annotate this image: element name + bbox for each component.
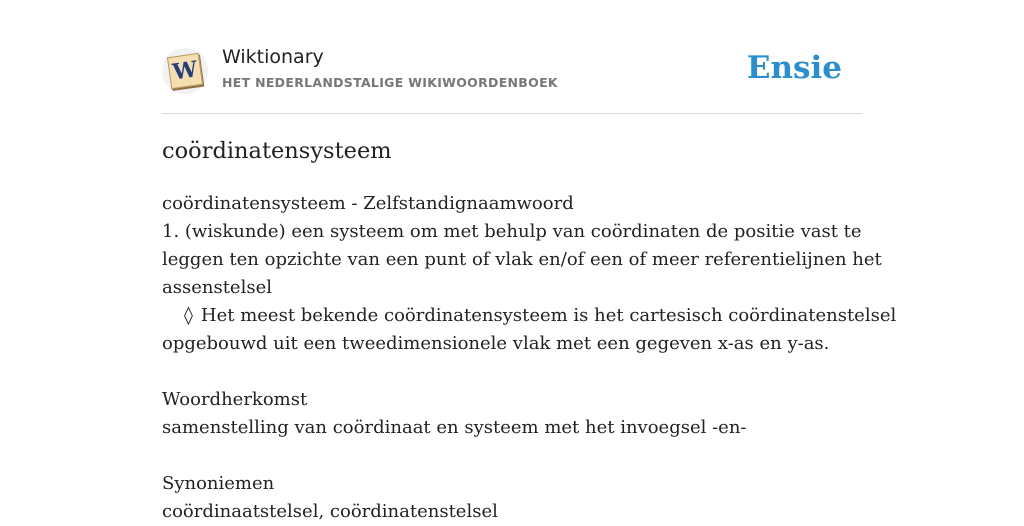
- definition-line: leggen ten opzichte van een punt of vlak en/of een of meer referentielijnen het: [162, 249, 882, 270]
- definition-line: 1. (wiskunde) een systeem om met behulp van coördinaten de positie vast te: [162, 221, 862, 242]
- synonyms-label: Synoniemen: [162, 473, 275, 494]
- example-line: opgebouwd uit een tweedimensionele vlak met een gegeven x-as en y-as.: [162, 333, 830, 354]
- site-header: [162, 44, 862, 96]
- logo-tile-icon: [167, 53, 203, 89]
- definition-line: assenstelsel: [162, 277, 272, 298]
- etymology-text: samenstelling van coördinaat en systeem met het invoegsel -en-: [162, 417, 747, 438]
- example-text: Het meest bekende coördinatensysteem is het cartesisch coördinatenstelsel: [200, 305, 897, 326]
- wiktionary-logo[interactable]: [162, 48, 208, 94]
- page-title: coördinatensysteem: [162, 138, 392, 164]
- entry-content: [162, 190, 897, 526]
- etymology-label: Woordherkomst: [162, 389, 308, 410]
- header-divider: [162, 113, 862, 114]
- site-subtitle: HET NEDERLANDSTALIGE WIKIWOORDENBOEK: [222, 75, 558, 90]
- example-line: [162, 302, 897, 330]
- entry-heading: coördinatensysteem - Zelfstandignaamwoord: [162, 193, 574, 214]
- ensie-brand-logo[interactable]: Ensie: [746, 50, 842, 86]
- synonyms-text: coördinaatstelsel, coördinatenstelsel: [162, 501, 498, 522]
- site-title[interactable]: Wiktionary: [222, 46, 324, 68]
- spacer: [162, 442, 862, 470]
- spacer: [162, 358, 862, 386]
- page: [162, 0, 897, 522]
- example-marker-icon: ◊: [184, 305, 193, 326]
- logo-letter: W: [170, 56, 200, 86]
